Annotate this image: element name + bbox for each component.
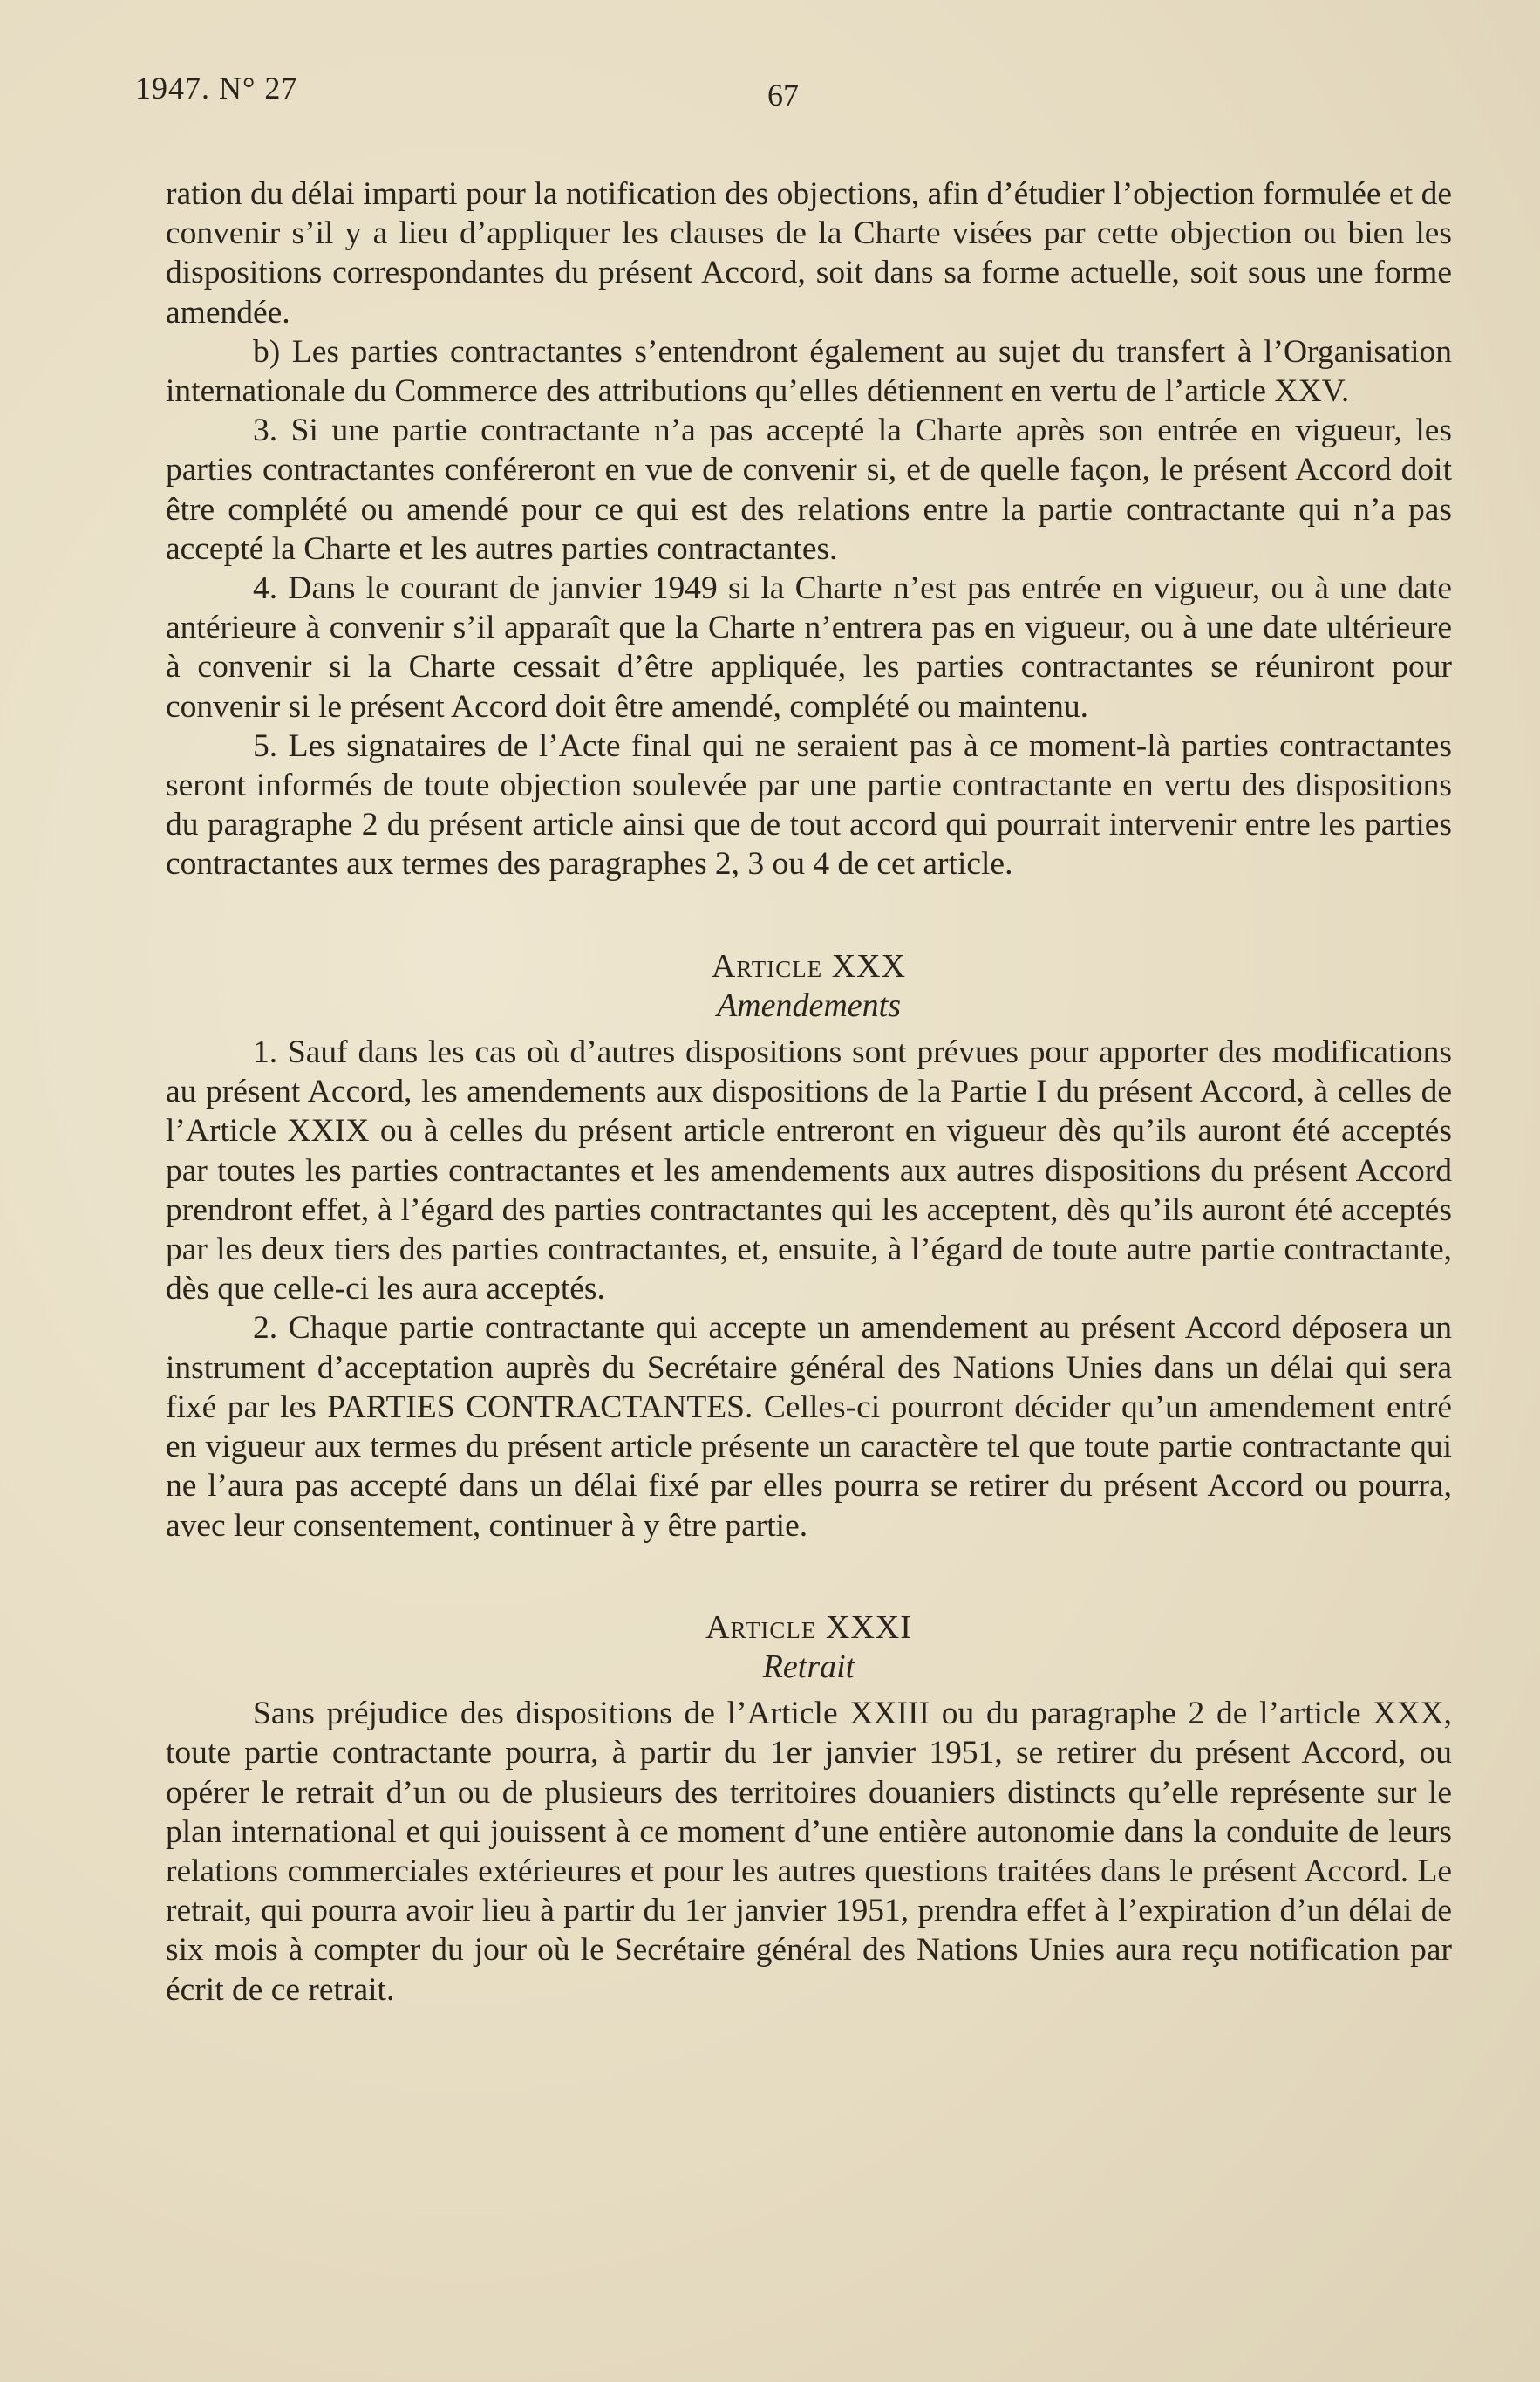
paragraph-5: 5. Les signataires de l’Acte final qui ne seraient pas à ce moment-là parties contractantes seront informés de toute objection soulevée par une partie contractante en vertu des dispositions du paragraphe 2 du présent article ainsi que de tout accord qui pourrait intervenir entre les parties contractantes aux termes des paragraphes 2, 3 ou 4 de cet article.: [166, 727, 1452, 883]
page-body: [166, 174, 1452, 2010]
paragraph-2b: b) Les parties contractantes s’entendront également au sujet du transfert à l’Organisation internationale du Commerce des attributions qu’elles détiennent en vertu de l’article XXV.: [166, 333, 1452, 410]
journal-reference: 1947. N° 27: [135, 71, 298, 106]
page-header: [135, 70, 1478, 122]
article-xxxi-subtitle: Retrait: [762, 1648, 855, 1685]
article-xxx-subtitle: Amendements: [716, 986, 902, 1024]
article-xxx-paragraph-1: 1. Sauf dans les cas où d’autres dispositions sont prévues pour apporter des modifications au présent Accord, les amendements aux dispositions de la Partie I du présent Accord, à celles de l’Article XXIX ou à celles du présent article entreront en vigueur dès qu’ils auront été acceptés par toutes les parties contractantes et les amendements aux autres dispositions du présent Accord prendront effet, à l’égard des parties contractantes qui les acceptent, dès qu’ils auront été acceptés par les deux tiers des parties contractantes, et, ensuite, à l’égard de toute autre partie contractante, dès que celle-ci les aura acceptés.: [166, 1034, 1452, 1307]
paragraph-continuation: ration du délai imparti pour la notification des objections, afin d’étudier l’objection formulée et de convenir s’il y a lieu d’appliquer les clauses de la Charte visées par cette objection ou bien les dispositions correspondantes du présent Accord, soit dans sa forme actuelle, soit sous une forme amendée.: [166, 176, 1452, 331]
paragraph-4: 4. Dans le courant de janvier 1949 si la Charte n’est pas entrée en vigueur, ou à une date antérieure à convenir s’il apparaît que la Charte n’entrera pas en vigueur, ou à une date ultérieure à convenir si la Charte cessait d’être appliquée, les parties contractantes se réuniront pour convenir si le présent Accord doit être amendé, complété ou maintenu.: [166, 570, 1452, 725]
page-number: 67: [767, 78, 799, 113]
article-xxx-paragraph-2: 2. Chaque partie contractante qui accepte un amendement au présent Accord déposera un instrument d’acceptation auprès du Secrétaire général des Nations Unies dans un délai qui sera fixé par les PARTIES CONTRACTANTES. Celles-ci pourront décider qu’un amendement entré en vigueur aux termes du présent article présente un caractère tel que toute partie contractante qui ne l’aura pas accepté dans un délai fixé par elles pourra se retirer du présent Accord ou pourra, avec leur consentement, continuer à y être partie.: [166, 1310, 1452, 1544]
article-xxxi-title: Article XXXI: [705, 1608, 912, 1646]
article-xxx-title: Article XXX: [711, 947, 907, 985]
paragraph-3: 3. Si une partie contractante n’a pas accepté la Charte après son entrée en vigueur, les parties contractantes conféreront en vue de convenir si, et de quelle façon, le présent Accord doit être complété ou amendé pour ce qui est des relations entre la partie contractante qui n’a pas accepté la Charte et les autres parties contractantes.: [166, 413, 1452, 567]
article-xxxi-paragraph-1: Sans préjudice des dispositions de l’Article XXIII ou du paragraphe 2 de l’article XXX, toute partie contractante pourra, à partir du 1er janvier 1951, se retirer du présent Accord, ou opérer le retrait d’un ou de plusieurs des territoires douaniers distincts qu’elle représente sur le plan international et qui jouissent à ce moment d’une entière autonomie dans la conduite de leurs relations commerciales extérieures et pour les autres questions traitées dans le présent Accord. Le retrait, qui pourra avoir lieu à partir du 1er janvier 1951, prendra effet à l’expiration d’un délai de six mois à compter du jour où le Secrétaire général des Nations Unies aura reçu notification par écrit de ce retrait.: [166, 1696, 1452, 2008]
